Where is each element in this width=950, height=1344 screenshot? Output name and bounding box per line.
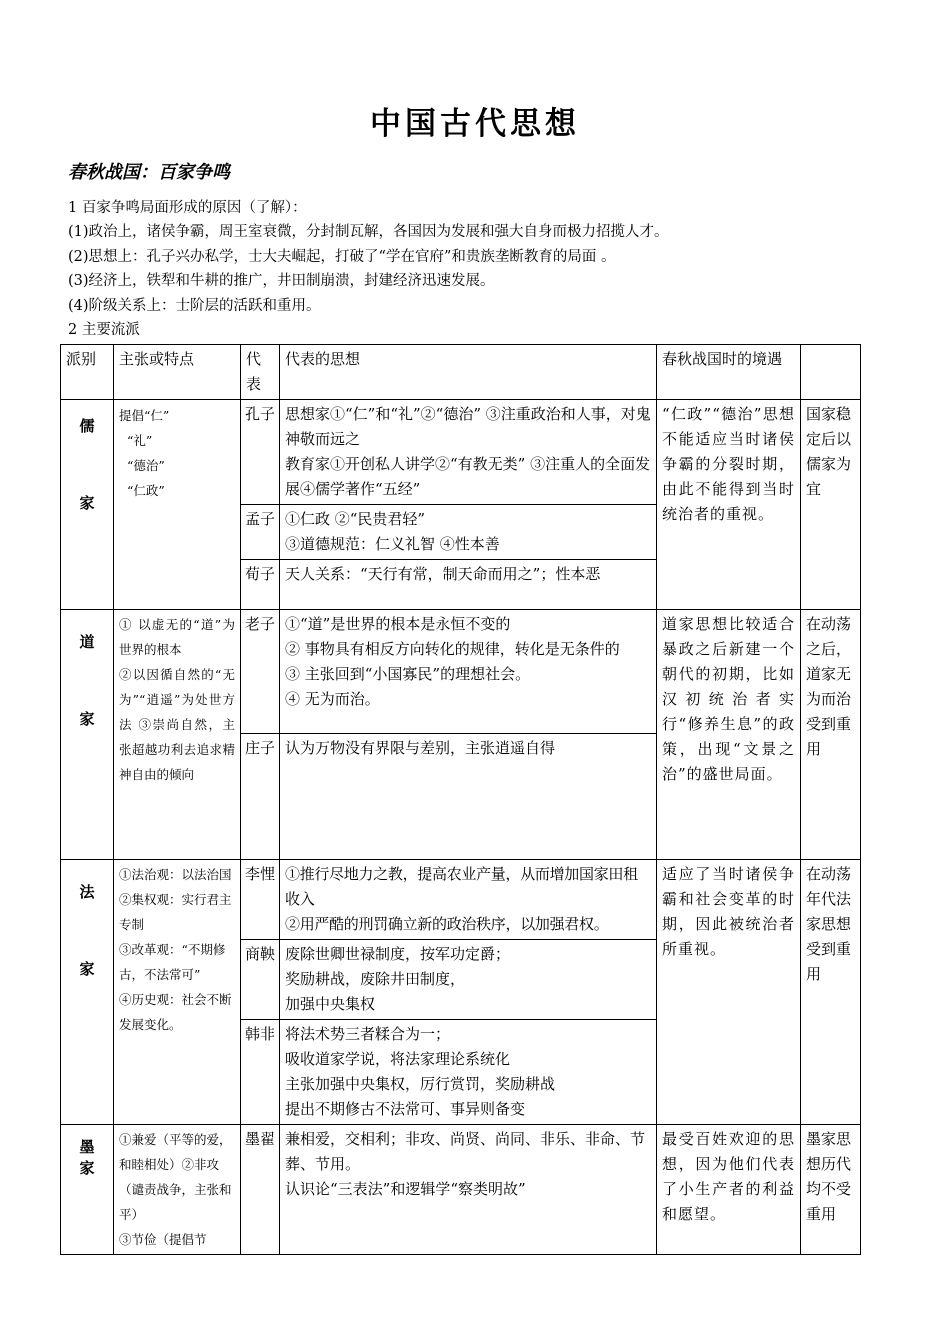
later-status: 在动荡年代法家思想受到重用 bbox=[801, 860, 861, 1125]
representative-thought: 思想家①“仁”和“礼”②“德治” ③注重政治和人事，对鬼神敬而远之 教育家①开创私人讲学②“有教无类” ③注重人的全面发展④儒学著作“五经” bbox=[280, 400, 657, 505]
school-features: ①法治观：以法治国 ②集权观：实行君主专制 ③改革观：“不期修古，不法常可” ④历史观：社会不断发展变化。 bbox=[114, 860, 241, 1125]
representative-thought: ①“道”是世界的根本是永恒不变的 ② 事物具有相反方向转化的规律，转化是无条件的 ③ 主张回到“小国寡民”的理想社会。 ④ 无为而治。 bbox=[280, 610, 657, 734]
intro-line: 1 百家争鸣局面形成的原因（了解）： bbox=[68, 200, 307, 216]
representative-name: 孟子 bbox=[241, 505, 280, 560]
table-row bbox=[61, 610, 861, 734]
table-row bbox=[61, 400, 861, 505]
representative-name: 韩非 bbox=[241, 1020, 280, 1125]
schools-table bbox=[60, 344, 861, 1255]
table-row bbox=[61, 1125, 861, 1255]
representative-thought: 将法术势三者糅合为一； 吸收道家学说，将法家理论系统化 主张加强中央集权，厉行赏罚，奖励耕战 提出不期修古不法常可、事异则备变 bbox=[280, 1020, 657, 1125]
intro-line: (4)阶级关系上：士阶层的活跃和重用。 bbox=[68, 297, 321, 314]
intro-line: (3)经济上，铁犁和牛耕的推广，井田制崩溃，封建经济迅速发展。 bbox=[68, 273, 495, 290]
representative-name: 墨翟 bbox=[241, 1125, 280, 1255]
representative-thought: ①推行尽地力之教，提高农业产量，从而增加国家田租收入 ②用严酷的刑罚确立新的政治秩序，以加强君权。 bbox=[280, 860, 657, 940]
header-features: 主张或特点 bbox=[114, 345, 241, 400]
situation-text: 最受百姓欢迎的思想，因为他们代表了小生产者的利益和愿望。 bbox=[657, 1125, 801, 1255]
later-status: 墨家思想历代均不受重用 bbox=[801, 1125, 861, 1255]
header-school: 派别 bbox=[61, 345, 114, 400]
header-situation: 春秋战国时的境遇 bbox=[657, 345, 801, 400]
intro-line: 2 主要流派 bbox=[68, 322, 140, 339]
school-name-mo: 墨 家 bbox=[61, 1125, 114, 1255]
school-name-fa: 法 家 bbox=[61, 860, 114, 1125]
school-name-dao: 道 家 bbox=[61, 610, 114, 860]
representative-thought: 天人关系：“天行有常，制天命而用之”；性本恶 bbox=[280, 560, 657, 610]
page-title: 中国古代思想 bbox=[370, 106, 580, 142]
representative-name: 庄子 bbox=[241, 734, 280, 860]
section-heading: 春秋战国：百家争鸣 bbox=[68, 162, 230, 183]
school-name-ru: 儒 家 bbox=[61, 400, 114, 610]
representative-thought: 认为万物没有界限与差别，主张逍遥自得 bbox=[280, 734, 657, 860]
situation-text: 适应了当时诸侯争霸和社会变革的时期，因此被统治者所重视。 bbox=[657, 860, 801, 1125]
table-header-row bbox=[61, 345, 861, 400]
representative-name: 李悝 bbox=[241, 860, 280, 940]
school-features: 提倡“仁” “礼” “德治” “仁政” bbox=[114, 400, 241, 610]
header-later bbox=[801, 345, 861, 400]
table-row bbox=[61, 860, 861, 940]
representative-name: 老子 bbox=[241, 610, 280, 734]
representative-thought: ①仁政 ②“民贵君轻” ③道德规范：仁义礼智 ④性本善 bbox=[280, 505, 657, 560]
header-thought: 代表的思想 bbox=[280, 345, 657, 400]
later-status: 国家稳定后以儒家为宜 bbox=[801, 400, 861, 610]
representative-name: 孔子 bbox=[241, 400, 280, 505]
intro-line: (2)思想上：孔子兴办私学，士大夫崛起，打破了“学在官府”和贵族垄断教育的局面 。 bbox=[68, 248, 616, 265]
header-representative: 代表 bbox=[241, 345, 280, 400]
representative-name: 商鞅 bbox=[241, 940, 280, 1020]
situation-text: “仁政”“德治”思想不能适应当时诸侯争霸的分裂时期，由此不能得到当时统治者的重视。 bbox=[657, 400, 801, 610]
school-features: ①兼爱（平等的爱，和睦相处）②非攻（谴责战争，主张和平） ③节俭（提倡节 bbox=[114, 1125, 241, 1255]
intro-list bbox=[68, 196, 669, 342]
later-status: 在动荡之后，道家无为而治受到重用 bbox=[801, 610, 861, 860]
representative-thought: 废除世卿世禄制度，按军功定爵； 奖励耕战，废除井田制度， 加强中央集权 bbox=[280, 940, 657, 1020]
representative-name: 荀子 bbox=[241, 560, 280, 610]
representative-thought: 兼相爱，交相利；非攻、尚贤、尚同、非乐、非命、节葬、节用。 认识论“三表法”和逻辑学“察类明故” bbox=[280, 1125, 657, 1255]
school-features: ① 以虚无的“道”为世界的根本 ②以因循自然的“无为”“逍遥”为处世方法 ③崇尚自然，主张超越功利去追求精神自由的倾向 bbox=[114, 610, 241, 860]
intro-line: (1)政治上，诸侯争霸，周王室衰微，分封制瓦解，各国因为发展和强大自身而极力招揽人才。 bbox=[68, 224, 669, 241]
situation-text: 道家思想比较适合暴政之后新建一个朝代的初期，比如汉初统治者实行“修养生息”的政策，出现“文景之治”的盛世局面。 bbox=[657, 610, 801, 860]
